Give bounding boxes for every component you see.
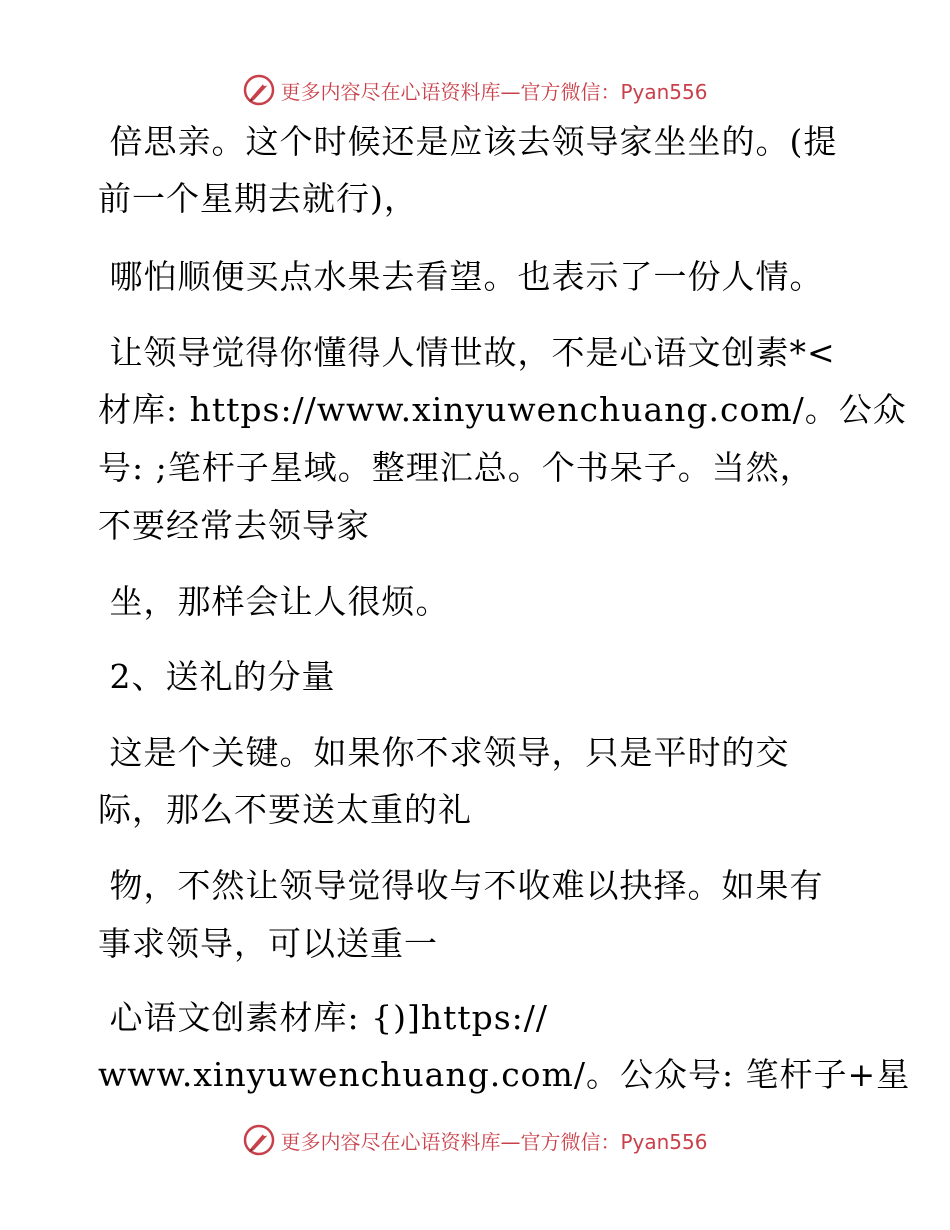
body-line: 倍思亲。这个时候还是应该去领导家坐坐的。(提 <box>98 122 838 161</box>
body-line: 让领导觉得你懂得人情世故，不是心语文创素*< <box>98 333 836 372</box>
body-line: 这是个关键。如果你不求领导，只是平时的交 <box>98 733 790 772</box>
body-line: www.xinyuwenchuang.com/。公众号: 笔杆子+星 <box>98 1055 911 1094</box>
body-line: 事求领导，可以送重一 <box>98 924 438 963</box>
body-line: 际，那么不要送太重的礼 <box>98 790 472 829</box>
body-line: 号: ;笔杆子星域。整理汇总。个书呆子。当然， <box>98 448 814 487</box>
pen-logo-icon <box>242 73 276 107</box>
body-line: 材库: https://www.xinyuwenchuang.com/。公众 <box>98 390 907 429</box>
header-banner <box>0 70 950 110</box>
pen-logo-icon <box>242 1123 276 1157</box>
body-line: 心语文创素材库: {)]https:// <box>98 998 549 1037</box>
body-line: 物，不然让领导觉得收与不收难以抉择。如果有 <box>98 866 824 905</box>
body-line: 前一个星期去就行)， <box>98 179 418 218</box>
body-line: 坐，那样会让人很烦。 <box>98 582 450 621</box>
body-line: 不要经常去领导家 <box>98 506 370 545</box>
body-line: 哪怕顺便买点水果去看望。也表示了一份人情。 <box>98 257 824 296</box>
footer-banner <box>0 1120 950 1160</box>
section-heading: 2、送礼的分量 <box>98 657 336 696</box>
header-banner-text: 更多内容尽在心语资料库—官方微信：Pyan556 <box>280 79 708 104</box>
footer-banner-text: 更多内容尽在心语资料库—官方微信：Pyan556 <box>280 1129 708 1154</box>
